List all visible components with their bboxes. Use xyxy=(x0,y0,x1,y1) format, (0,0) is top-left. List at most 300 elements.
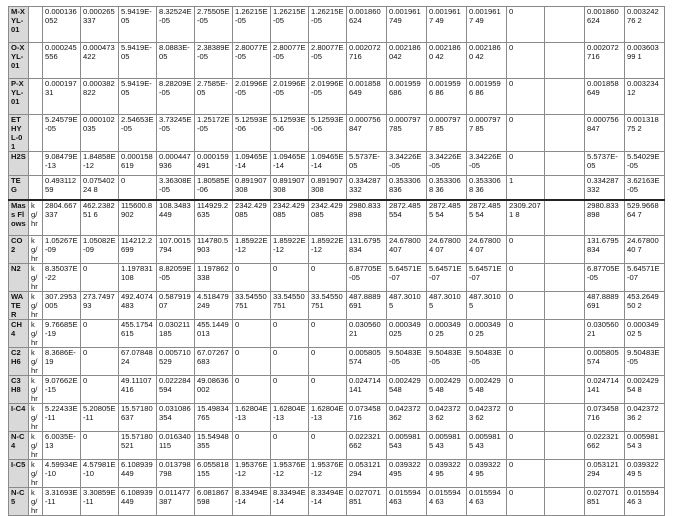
table-cell[interactable]: 0.891907308 xyxy=(309,176,347,200)
table-cell[interactable]: 5.12593E-06 xyxy=(309,115,347,152)
table-cell[interactable]: 4.59934E-10 xyxy=(43,460,81,488)
table-cell[interactable]: 0.027071851 xyxy=(585,488,625,516)
unit-cell[interactable] xyxy=(29,43,43,79)
table-cell[interactable]: 1.80585E-06 xyxy=(195,176,233,200)
table-cell[interactable]: 0.000245556 xyxy=(43,43,81,79)
unit-cell[interactable]: kg/hr xyxy=(29,320,43,348)
row-label[interactable]: O-XYL-01 xyxy=(9,43,29,79)
table-cell[interactable]: 0.000158619 xyxy=(119,152,157,176)
table-cell[interactable]: 0.022321662 xyxy=(585,432,625,460)
row-label[interactable]: WATER xyxy=(9,292,29,320)
table-cell[interactable]: 15.54948355 xyxy=(195,432,233,460)
table-cell[interactable]: 0.039322495 xyxy=(387,460,427,488)
table-cell[interactable]: 2.75505E-05 xyxy=(195,7,233,43)
table-cell[interactable]: 2342.429085 xyxy=(233,200,271,236)
table-cell[interactable]: 487.8889691 xyxy=(585,292,625,320)
table-cell[interactable]: 0.073458716 xyxy=(347,404,387,432)
table-cell[interactable] xyxy=(545,432,585,460)
table-cell[interactable]: 0 xyxy=(507,43,545,79)
unit-cell[interactable]: kg/hr xyxy=(29,292,43,320)
table-cell[interactable]: 9.50483E-05 xyxy=(467,348,507,376)
table-cell[interactable]: 487.30105 xyxy=(467,292,507,320)
table-cell[interactable]: 0 xyxy=(507,236,545,264)
table-cell[interactable]: 0.0003490 25 xyxy=(467,320,507,348)
table-cell[interactable] xyxy=(545,236,585,264)
table-cell[interactable]: 8.33494E-14 xyxy=(233,488,271,516)
table-cell[interactable]: 0.013798798 xyxy=(157,460,195,488)
table-cell[interactable]: 0 xyxy=(119,176,157,200)
table-cell[interactable]: 9.50483E-05 xyxy=(427,348,467,376)
table-cell[interactable]: 0 xyxy=(233,264,271,292)
unit-cell[interactable] xyxy=(29,176,43,200)
table-cell[interactable]: 0.001858649 xyxy=(347,79,387,115)
table-cell[interactable] xyxy=(545,264,585,292)
table-cell[interactable]: 1.85922E-12 xyxy=(271,236,309,264)
table-cell[interactable]: 0.0393224 95 xyxy=(467,460,507,488)
table-cell[interactable]: 2.01996E-05 xyxy=(271,79,309,115)
table-cell[interactable]: 0.053121294 xyxy=(585,460,625,488)
table-cell[interactable]: 2.01996E-05 xyxy=(233,79,271,115)
table-cell[interactable] xyxy=(545,404,585,432)
table-cell[interactable]: 49.08636 002 xyxy=(195,376,233,404)
table-cell[interactable]: 0 xyxy=(507,79,545,115)
unit-cell[interactable]: kg/hr xyxy=(29,348,43,376)
table-cell[interactable] xyxy=(545,176,585,200)
table-cell[interactable]: 0 xyxy=(507,115,545,152)
table-cell[interactable]: 5.64571E-07 xyxy=(387,264,427,292)
row-label[interactable]: N-C5 xyxy=(9,488,29,516)
table-cell[interactable]: 4.57981E-10 xyxy=(81,460,119,488)
table-cell[interactable]: 0 xyxy=(81,432,119,460)
table-cell[interactable] xyxy=(545,43,585,79)
table-cell[interactable]: 0.005805574 xyxy=(347,348,387,376)
table-cell[interactable]: 0.0059815 43 xyxy=(427,432,467,460)
table-cell[interactable]: 3.62163E-05 xyxy=(625,176,665,200)
table-cell[interactable]: 115600.8902 xyxy=(119,200,157,236)
table-cell[interactable]: 1.85922E-12 xyxy=(233,236,271,264)
table-cell[interactable]: 273.749793 xyxy=(81,292,119,320)
table-cell[interactable]: 0.005981543 xyxy=(387,432,427,460)
unit-cell[interactable]: kg/hr xyxy=(29,200,43,236)
table-cell[interactable]: 0 xyxy=(81,320,119,348)
table-cell[interactable]: 0.0021860 42 xyxy=(427,43,467,79)
table-cell[interactable]: 6.108939449 xyxy=(119,460,157,488)
table-cell[interactable]: 15.57180521 xyxy=(119,432,157,460)
row-label[interactable]: M-XYL-01 xyxy=(9,7,29,43)
table-cell[interactable]: 1.05082E-09 xyxy=(81,236,119,264)
table-cell[interactable]: 0.016340115 xyxy=(157,432,195,460)
table-cell[interactable]: 3.30859E-11 xyxy=(81,488,119,516)
table-cell[interactable]: 0.334287332 xyxy=(347,176,387,200)
table-cell[interactable]: 1.95376E-12 xyxy=(233,460,271,488)
table-cell[interactable]: 0 xyxy=(271,264,309,292)
table-cell[interactable]: 455.1449013 xyxy=(195,320,233,348)
table-cell[interactable]: 0 xyxy=(507,432,545,460)
table-cell[interactable]: 24.678004 07 xyxy=(467,236,507,264)
unit-cell[interactable] xyxy=(29,7,43,43)
table-cell[interactable]: 0.001959686 xyxy=(387,79,427,115)
table-cell[interactable]: 3.34226E-05 xyxy=(467,152,507,176)
table-cell[interactable]: 6.87705E-05 xyxy=(347,264,387,292)
table-cell[interactable]: 0 xyxy=(233,320,271,348)
table-cell[interactable]: 0.00242954 8 xyxy=(625,376,665,404)
table-cell[interactable]: 0.005805574 xyxy=(585,348,625,376)
table-cell[interactable]: 8.32524E-05 xyxy=(157,7,195,43)
table-cell[interactable]: 0.0019596 86 xyxy=(467,79,507,115)
table-cell[interactable]: 0.334287332 xyxy=(585,176,625,200)
table-cell[interactable]: 0.00598154 3 xyxy=(625,432,665,460)
table-cell[interactable]: 1.95376E-12 xyxy=(271,460,309,488)
table-cell[interactable]: 0.002429548 xyxy=(387,376,427,404)
table-cell[interactable]: 2872.4855 54 xyxy=(467,200,507,236)
table-cell[interactable]: 0.000265337 xyxy=(81,7,119,43)
table-cell[interactable]: 0.042372362 xyxy=(387,404,427,432)
table-cell[interactable]: 1.05267E-09 xyxy=(43,236,81,264)
table-cell[interactable]: 2342.429085 xyxy=(309,200,347,236)
table-cell[interactable]: 0.00034902 5 xyxy=(625,320,665,348)
table-cell[interactable]: 2804.667337 xyxy=(43,200,81,236)
table-cell[interactable]: 487.30105 xyxy=(387,292,427,320)
table-cell[interactable]: 1.26215E-05 xyxy=(309,7,347,43)
table-cell[interactable]: 0 xyxy=(309,264,347,292)
table-cell[interactable]: 2.80077E-05 xyxy=(233,43,271,79)
row-label[interactable]: C3H8 xyxy=(9,376,29,404)
table-cell[interactable]: 0.3533068 36 xyxy=(427,176,467,200)
table-cell[interactable]: 0.000136052 xyxy=(43,7,81,43)
table-cell[interactable]: 0.0007977 85 xyxy=(427,115,467,152)
table-cell[interactable]: 8.35037E-22 xyxy=(43,264,81,292)
table-cell[interactable] xyxy=(545,292,585,320)
table-cell[interactable]: 2872.4855 54 xyxy=(427,200,467,236)
table-cell[interactable]: 2980.833898 xyxy=(347,200,387,236)
table-cell[interactable]: 2872.485554 xyxy=(387,200,427,236)
table-cell[interactable]: 5.12593E-06 xyxy=(233,115,271,152)
table-cell[interactable]: 0.00019731 xyxy=(43,79,81,115)
table-cell[interactable]: 3.36308E-05 xyxy=(157,176,195,200)
table-cell[interactable]: 5.9419E-05 xyxy=(119,43,157,79)
table-cell[interactable]: 0.49311259 xyxy=(43,176,81,200)
unit-cell[interactable] xyxy=(29,152,43,176)
table-cell[interactable]: 131.6795834 xyxy=(347,236,387,264)
table-cell[interactable]: 5.5737E-05 xyxy=(347,152,387,176)
table-cell[interactable]: 1.09465E-14 xyxy=(309,152,347,176)
table-cell[interactable]: 0 xyxy=(507,7,545,43)
table-cell[interactable]: 114212.2699 xyxy=(119,236,157,264)
table-cell[interactable]: 0.002072716 xyxy=(585,43,625,79)
row-label[interactable]: ETHYL-01 xyxy=(9,115,29,152)
row-label[interactable]: Mass Flows xyxy=(9,200,29,236)
table-cell[interactable]: 0.03932249 5 xyxy=(625,460,665,488)
table-cell[interactable]: 0.002072716 xyxy=(347,43,387,79)
table-cell[interactable]: 107.0015794 xyxy=(157,236,195,264)
table-cell[interactable] xyxy=(545,152,585,176)
table-cell[interactable]: 0.891907308 xyxy=(271,176,309,200)
table-cell[interactable]: 3.34226E-05 xyxy=(387,152,427,176)
table-cell[interactable]: 453.264950 2 xyxy=(625,292,665,320)
table-cell[interactable]: 0 xyxy=(309,376,347,404)
table-cell[interactable]: 67.07848 24 xyxy=(119,348,157,376)
table-cell[interactable]: 0 xyxy=(309,432,347,460)
table-cell[interactable]: 0.0393224 95 xyxy=(427,460,467,488)
table-cell[interactable]: 2.01996E-05 xyxy=(309,79,347,115)
table-cell[interactable]: 33.54550751 xyxy=(233,292,271,320)
table-cell[interactable]: 0.353306836 xyxy=(387,176,427,200)
table-cell[interactable]: 33.54550751 xyxy=(271,292,309,320)
row-label[interactable]: TEG xyxy=(9,176,29,200)
unit-cell[interactable]: kg/hr xyxy=(29,432,43,460)
table-cell[interactable]: 0.030560 21 xyxy=(585,320,625,348)
unit-cell[interactable]: kg/hr xyxy=(29,460,43,488)
table-cell[interactable] xyxy=(545,460,585,488)
table-cell[interactable]: 131.6795834 xyxy=(585,236,625,264)
table-cell[interactable]: 0 xyxy=(309,348,347,376)
table-cell[interactable]: 0.0155944 63 xyxy=(427,488,467,516)
table-cell[interactable]: 487.30105 xyxy=(427,292,467,320)
table-cell[interactable]: 0.000382822 xyxy=(81,79,119,115)
table-cell[interactable]: 5.22433E-11 xyxy=(43,404,81,432)
table-cell[interactable]: 0.0423723 62 xyxy=(427,404,467,432)
table-cell[interactable]: 0.022321662 xyxy=(347,432,387,460)
table-cell[interactable]: 0 xyxy=(233,376,271,404)
row-label[interactable]: N2 xyxy=(9,264,29,292)
unit-cell[interactable] xyxy=(29,115,43,152)
table-cell[interactable]: 0.005710529 xyxy=(157,348,195,376)
table-cell[interactable]: 1.85922E-12 xyxy=(309,236,347,264)
table-cell[interactable]: 0.0019596 86 xyxy=(427,79,467,115)
table-cell[interactable]: 0.587919 07 xyxy=(157,292,195,320)
table-cell[interactable]: 3.73245E-05 xyxy=(157,115,195,152)
table-cell[interactable]: 5.64571E-07 xyxy=(467,264,507,292)
table-cell[interactable]: 2309.2071 8 xyxy=(507,200,545,236)
table-cell[interactable]: 0.001858649 xyxy=(585,79,625,115)
table-cell[interactable]: 0.0019617 49 xyxy=(467,7,507,43)
row-label[interactable]: CH4 xyxy=(9,320,29,348)
table-cell[interactable]: 0 xyxy=(81,376,119,404)
table-cell[interactable]: 15.49834765 xyxy=(195,404,233,432)
table-cell[interactable]: 0.0024295 48 xyxy=(467,376,507,404)
table-cell[interactable] xyxy=(545,200,585,236)
table-cell[interactable]: 0.000797785 xyxy=(387,115,427,152)
table-cell[interactable]: 8.33494E-14 xyxy=(309,488,347,516)
table-cell[interactable]: 0.011477387 xyxy=(157,488,195,516)
table-cell[interactable]: 6.055818155 xyxy=(195,460,233,488)
table-cell[interactable]: 1.26215E-05 xyxy=(271,7,309,43)
table-cell[interactable]: 0 xyxy=(507,460,545,488)
table-cell[interactable]: 0 xyxy=(507,152,545,176)
table-cell[interactable]: 0.001860624 xyxy=(585,7,625,43)
table-cell[interactable]: 1.62804E-13 xyxy=(233,404,271,432)
table-cell[interactable]: 0.00323412 xyxy=(625,79,665,115)
row-label[interactable]: I-C5 xyxy=(9,460,29,488)
table-cell[interactable]: 114780.5903 xyxy=(195,236,233,264)
table-cell[interactable]: 0 xyxy=(271,320,309,348)
table-cell[interactable]: 0.0007977 85 xyxy=(467,115,507,152)
table-cell[interactable]: 0.0019617 49 xyxy=(427,7,467,43)
unit-cell[interactable]: kg/hr xyxy=(29,376,43,404)
table-cell[interactable]: 9.07662E-15 xyxy=(43,376,81,404)
table-cell[interactable]: 0 xyxy=(507,292,545,320)
table-cell[interactable]: 67.07267683 xyxy=(195,348,233,376)
row-label[interactable]: N-C4 xyxy=(9,432,29,460)
table-cell[interactable]: 455.1754615 xyxy=(119,320,157,348)
table-cell[interactable]: 0 xyxy=(233,348,271,376)
table-cell[interactable]: 0 xyxy=(507,404,545,432)
table-cell[interactable]: 2.54653E-05 xyxy=(119,115,157,152)
table-cell[interactable]: 0 xyxy=(507,488,545,516)
table-cell[interactable]: 1.62804E-13 xyxy=(271,404,309,432)
table-cell[interactable]: 5.5737E-05 xyxy=(585,152,625,176)
table-cell[interactable]: 0 xyxy=(271,432,309,460)
table-cell[interactable]: 0 xyxy=(271,348,309,376)
table-cell[interactable]: 1.197831108 xyxy=(119,264,157,292)
table-cell[interactable]: 5.9419E-05 xyxy=(119,79,157,115)
table-cell[interactable]: 0.053121294 xyxy=(347,460,387,488)
table-cell[interactable]: 0.001961749 xyxy=(387,7,427,43)
table-cell[interactable] xyxy=(545,376,585,404)
table-cell[interactable]: 0.001860624 xyxy=(347,7,387,43)
table-cell[interactable]: 0.030211185 xyxy=(157,320,195,348)
table-cell[interactable]: 2.38389E-05 xyxy=(195,43,233,79)
table-cell[interactable]: 2.7585E-05 xyxy=(195,79,233,115)
table-cell[interactable]: 6.108939449 xyxy=(119,488,157,516)
table-cell[interactable]: 0.0155944 63 xyxy=(467,488,507,516)
table-cell[interactable]: 6.081867598 xyxy=(195,488,233,516)
table-cell[interactable]: 4.518479249 xyxy=(195,292,233,320)
table-cell[interactable]: 0 xyxy=(81,264,119,292)
table-cell[interactable]: 2342.429085 xyxy=(271,200,309,236)
row-label[interactable]: P-XYL-01 xyxy=(9,79,29,115)
table-cell[interactable]: 0 xyxy=(309,320,347,348)
table-cell[interactable]: 1.09465E-14 xyxy=(271,152,309,176)
row-label[interactable]: I-C4 xyxy=(9,404,29,432)
table-cell[interactable]: 24.678004 07 xyxy=(427,236,467,264)
table-cell[interactable]: 5.64571E-07 xyxy=(427,264,467,292)
table-cell[interactable]: 0 xyxy=(507,348,545,376)
table-cell[interactable]: 9.50483E-05 xyxy=(625,348,665,376)
table-cell[interactable]: 8.0883E-05 xyxy=(157,43,195,79)
table-cell[interactable]: 49.11107416 xyxy=(119,376,157,404)
unit-cell[interactable]: kg/hr xyxy=(29,236,43,264)
table-cell[interactable]: 0 xyxy=(271,376,309,404)
table-cell[interactable]: 9.50483E-05 xyxy=(387,348,427,376)
table-cell[interactable] xyxy=(545,348,585,376)
table-cell[interactable]: 1.26215E-05 xyxy=(233,7,271,43)
table-cell[interactable]: 0.0024295 48 xyxy=(427,376,467,404)
table-cell[interactable]: 0.000756847 xyxy=(585,115,625,152)
table-cell[interactable]: 5.12593E-06 xyxy=(271,115,309,152)
table-cell[interactable]: 0.891907308 xyxy=(233,176,271,200)
table-cell[interactable]: 0.024714141 xyxy=(585,376,625,404)
unit-cell[interactable]: kg/hr xyxy=(29,404,43,432)
table-cell[interactable]: 0.031086354 xyxy=(157,404,195,432)
table-cell[interactable]: 0.015594463 xyxy=(387,488,427,516)
table-cell[interactable] xyxy=(545,79,585,115)
table-cell[interactable]: 0.0423723 62 xyxy=(467,404,507,432)
table-cell[interactable]: 1.25172E-05 xyxy=(195,115,233,152)
table-cell[interactable]: 1 xyxy=(507,176,545,200)
table-cell[interactable]: 3.31693E-11 xyxy=(43,488,81,516)
table-cell[interactable]: 0.0059815 43 xyxy=(467,432,507,460)
table-cell[interactable]: 6.87705E-05 xyxy=(585,264,625,292)
table-cell[interactable]: 0.00131875 2 xyxy=(625,115,665,152)
table-cell[interactable]: 1.197862338 xyxy=(195,264,233,292)
table-cell[interactable]: 529.966864 7 xyxy=(625,200,665,236)
table-cell[interactable]: 8.28209E-05 xyxy=(157,79,195,115)
table-cell[interactable]: 5.64571E-07 xyxy=(625,264,665,292)
table-cell[interactable]: 487.8889691 xyxy=(347,292,387,320)
table-cell[interactable]: 0 xyxy=(81,348,119,376)
table-cell[interactable]: 9.76685E-19 xyxy=(43,320,81,348)
row-label[interactable]: C2H6 xyxy=(9,348,29,376)
table-cell[interactable]: 0.07540224 8 xyxy=(81,176,119,200)
table-cell[interactable]: 0.000102035 xyxy=(81,115,119,152)
table-cell[interactable]: 307.2953005 xyxy=(43,292,81,320)
table-cell[interactable]: 0.000447936 xyxy=(157,152,195,176)
table-cell[interactable]: 15.57180637 xyxy=(119,404,157,432)
table-cell[interactable]: 1.62804E-13 xyxy=(309,404,347,432)
table-cell[interactable]: 0.00324276 2 xyxy=(625,7,665,43)
unit-cell[interactable]: kg/hr xyxy=(29,264,43,292)
table-cell[interactable]: 8.82059E-05 xyxy=(157,264,195,292)
table-cell[interactable]: 0.022284594 xyxy=(157,376,195,404)
table-cell[interactable]: 8.3686E-19 xyxy=(43,348,81,376)
table-cell[interactable]: 24.6780040 7 xyxy=(625,236,665,264)
table-cell[interactable]: 0.002186042 xyxy=(387,43,427,79)
row-label[interactable]: CO2 xyxy=(9,236,29,264)
table-cell[interactable]: 0 xyxy=(507,264,545,292)
unit-cell[interactable]: kg/hr xyxy=(29,488,43,516)
row-label[interactable]: H2S xyxy=(9,152,29,176)
table-cell[interactable]: 0.000159491 xyxy=(195,152,233,176)
table-cell[interactable]: 0.000349025 xyxy=(387,320,427,348)
table-cell[interactable] xyxy=(545,320,585,348)
table-cell[interactable]: 0.073458716 xyxy=(585,404,625,432)
table-cell[interactable]: 0.027071851 xyxy=(347,488,387,516)
table-cell[interactable]: 1.84858E-12 xyxy=(81,152,119,176)
table-cell[interactable]: 108.3483449 xyxy=(157,200,195,236)
table-cell[interactable]: 5.9419E-05 xyxy=(119,7,157,43)
table-cell[interactable]: 0.024714141 xyxy=(347,376,387,404)
table-cell[interactable]: 492.4074483 xyxy=(119,292,157,320)
table-cell[interactable] xyxy=(545,7,585,43)
table-cell[interactable]: 0.030560 21 xyxy=(347,320,387,348)
table-cell[interactable] xyxy=(545,488,585,516)
table-cell[interactable]: 0 xyxy=(507,320,545,348)
table-cell[interactable]: 0.3533068 36 xyxy=(467,176,507,200)
table-cell[interactable]: 114929.2635 xyxy=(195,200,233,236)
table-cell[interactable]: 0.04237236 2 xyxy=(625,404,665,432)
table-cell[interactable]: 0.000756847 xyxy=(347,115,387,152)
table-cell[interactable]: 0.0003490 25 xyxy=(427,320,467,348)
table-cell[interactable]: 2.80077E-05 xyxy=(271,43,309,79)
table-cell[interactable] xyxy=(545,115,585,152)
table-cell[interactable]: 0.01559446 3 xyxy=(625,488,665,516)
table-cell[interactable]: 1.95376E-12 xyxy=(309,460,347,488)
table-cell[interactable]: 0.000473422 xyxy=(81,43,119,79)
table-cell[interactable]: 5.20805E-11 xyxy=(81,404,119,432)
table-cell[interactable]: 5.24579E-05 xyxy=(43,115,81,152)
table-cell[interactable]: 6.0035E-13 xyxy=(43,432,81,460)
table-cell[interactable]: 8.33494E-14 xyxy=(271,488,309,516)
table-cell[interactable]: 0.0021860 42 xyxy=(467,43,507,79)
table-cell[interactable]: 24.67800407 xyxy=(387,236,427,264)
table-cell[interactable]: 0.00360399 1 xyxy=(625,43,665,79)
table-cell[interactable]: 33.54550751 xyxy=(309,292,347,320)
unit-cell[interactable] xyxy=(29,79,43,115)
table-cell[interactable]: 2.80077E-05 xyxy=(309,43,347,79)
table-cell[interactable]: 462.238251 6 xyxy=(81,200,119,236)
table-cell[interactable]: 0 xyxy=(507,376,545,404)
